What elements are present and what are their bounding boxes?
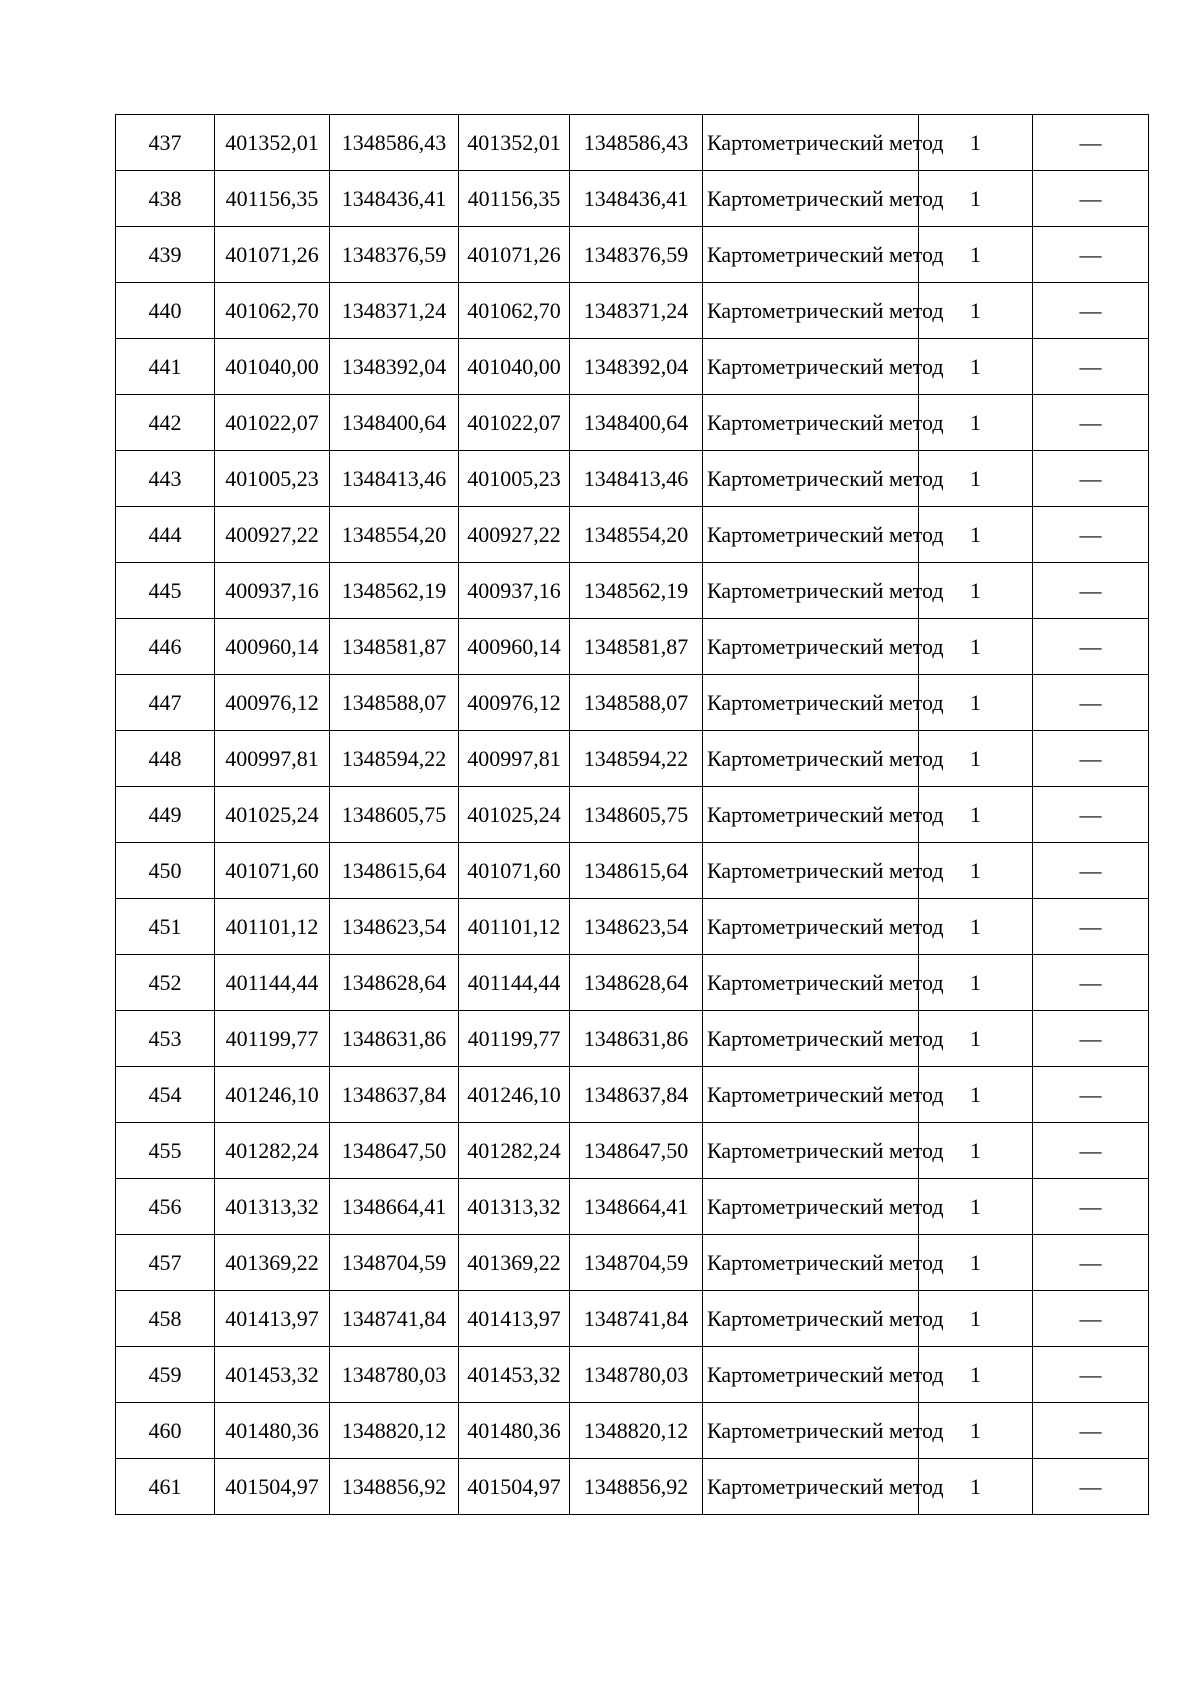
table-row	[116, 1067, 1149, 1123]
new-y-cell: 1348400,64	[570, 395, 703, 451]
point-number-cell: 443	[116, 451, 215, 507]
existing-x-cell: 401071,26	[215, 227, 330, 283]
existing-y-cell: 1348647,50	[330, 1123, 459, 1179]
description-cell: —	[1033, 1011, 1149, 1067]
description-cell: —	[1033, 675, 1149, 731]
method-cell: Картометрический метод	[703, 1067, 919, 1123]
existing-x-cell: 401199,77	[215, 1011, 330, 1067]
existing-x-cell: 401352,01	[215, 115, 330, 171]
point-number-cell: 449	[116, 787, 215, 843]
existing-x-cell: 400997,81	[215, 731, 330, 787]
description-cell: —	[1033, 283, 1149, 339]
existing-x-cell: 401101,12	[215, 899, 330, 955]
existing-x-cell: 401369,22	[215, 1235, 330, 1291]
description-cell: —	[1033, 1123, 1149, 1179]
table-row	[116, 227, 1149, 283]
accuracy-cell: 1	[919, 1179, 1033, 1235]
table-row	[116, 171, 1149, 227]
existing-x-cell: 401144,44	[215, 955, 330, 1011]
method-cell: Картометрический метод	[703, 731, 919, 787]
method-cell: Картометрический метод	[703, 619, 919, 675]
existing-y-cell: 1348704,59	[330, 1235, 459, 1291]
existing-x-cell: 400937,16	[215, 563, 330, 619]
new-x-cell: 401071,26	[459, 227, 570, 283]
method-cell: Картометрический метод	[703, 451, 919, 507]
description-cell: —	[1033, 787, 1149, 843]
point-number-cell: 458	[116, 1291, 215, 1347]
method-cell: Картометрический метод	[703, 1459, 919, 1515]
point-number-cell: 456	[116, 1179, 215, 1235]
accuracy-cell: 1	[919, 1235, 1033, 1291]
point-number-cell: 459	[116, 1347, 215, 1403]
method-cell: Картометрический метод	[703, 1123, 919, 1179]
new-y-cell: 1348623,54	[570, 899, 703, 955]
new-x-cell: 401005,23	[459, 451, 570, 507]
table-row	[116, 1403, 1149, 1459]
existing-y-cell: 1348392,04	[330, 339, 459, 395]
existing-y-cell: 1348371,24	[330, 283, 459, 339]
description-cell: —	[1033, 843, 1149, 899]
description-cell: —	[1033, 1235, 1149, 1291]
method-cell: Картометрический метод	[703, 1235, 919, 1291]
point-number-cell: 452	[116, 955, 215, 1011]
point-number-cell: 445	[116, 563, 215, 619]
table-row	[116, 955, 1149, 1011]
point-number-cell: 446	[116, 619, 215, 675]
accuracy-cell: 1	[919, 1403, 1033, 1459]
existing-x-cell: 401504,97	[215, 1459, 330, 1515]
new-x-cell: 401413,97	[459, 1291, 570, 1347]
table-row	[116, 563, 1149, 619]
point-number-cell: 457	[116, 1235, 215, 1291]
new-y-cell: 1348413,46	[570, 451, 703, 507]
new-x-cell: 401282,24	[459, 1123, 570, 1179]
table-row	[116, 1179, 1149, 1235]
new-y-cell: 1348820,12	[570, 1403, 703, 1459]
table-row	[116, 1291, 1149, 1347]
new-y-cell: 1348581,87	[570, 619, 703, 675]
accuracy-cell: 1	[919, 171, 1033, 227]
existing-x-cell: 401282,24	[215, 1123, 330, 1179]
table-row	[116, 619, 1149, 675]
existing-x-cell: 401480,36	[215, 1403, 330, 1459]
existing-x-cell: 401025,24	[215, 787, 330, 843]
existing-x-cell: 401313,32	[215, 1179, 330, 1235]
existing-x-cell: 401453,32	[215, 1347, 330, 1403]
description-cell: —	[1033, 395, 1149, 451]
description-cell: —	[1033, 899, 1149, 955]
table-row	[116, 339, 1149, 395]
accuracy-cell: 1	[919, 115, 1033, 171]
new-x-cell: 401062,70	[459, 283, 570, 339]
existing-y-cell: 1348631,86	[330, 1011, 459, 1067]
description-cell: —	[1033, 1179, 1149, 1235]
point-number-cell: 447	[116, 675, 215, 731]
method-cell: Картометрический метод	[703, 899, 919, 955]
existing-x-cell: 401005,23	[215, 451, 330, 507]
description-cell: —	[1033, 507, 1149, 563]
new-x-cell: 401022,07	[459, 395, 570, 451]
existing-y-cell: 1348741,84	[330, 1291, 459, 1347]
existing-x-cell: 401246,10	[215, 1067, 330, 1123]
existing-y-cell: 1348436,41	[330, 171, 459, 227]
existing-y-cell: 1348664,41	[330, 1179, 459, 1235]
description-cell: —	[1033, 1459, 1149, 1515]
accuracy-cell: 1	[919, 1123, 1033, 1179]
accuracy-cell: 1	[919, 899, 1033, 955]
table-row	[116, 115, 1149, 171]
new-x-cell: 401071,60	[459, 843, 570, 899]
accuracy-cell: 1	[919, 283, 1033, 339]
accuracy-cell: 1	[919, 1067, 1033, 1123]
new-y-cell: 1348615,64	[570, 843, 703, 899]
accuracy-cell: 1	[919, 955, 1033, 1011]
description-cell: —	[1033, 619, 1149, 675]
point-number-cell: 461	[116, 1459, 215, 1515]
description-cell: —	[1033, 1403, 1149, 1459]
method-cell: Картометрический метод	[703, 1347, 919, 1403]
accuracy-cell: 1	[919, 451, 1033, 507]
new-x-cell: 401199,77	[459, 1011, 570, 1067]
new-x-cell: 401352,01	[459, 115, 570, 171]
method-cell: Картометрический метод	[703, 171, 919, 227]
accuracy-cell: 1	[919, 1011, 1033, 1067]
method-cell: Картометрический метод	[703, 1291, 919, 1347]
existing-y-cell: 1348615,64	[330, 843, 459, 899]
new-y-cell: 1348637,84	[570, 1067, 703, 1123]
new-x-cell: 401313,32	[459, 1179, 570, 1235]
new-x-cell: 401246,10	[459, 1067, 570, 1123]
description-cell: —	[1033, 1291, 1149, 1347]
accuracy-cell: 1	[919, 843, 1033, 899]
point-number-cell: 455	[116, 1123, 215, 1179]
description-cell: —	[1033, 563, 1149, 619]
existing-x-cell: 401040,00	[215, 339, 330, 395]
accuracy-cell: 1	[919, 227, 1033, 283]
new-y-cell: 1348392,04	[570, 339, 703, 395]
method-cell: Картометрический метод	[703, 283, 919, 339]
method-cell: Картометрический метод	[703, 843, 919, 899]
new-y-cell: 1348664,41	[570, 1179, 703, 1235]
existing-y-cell: 1348586,43	[330, 115, 459, 171]
new-x-cell: 400976,12	[459, 675, 570, 731]
table-row	[116, 1235, 1149, 1291]
method-cell: Картометрический метод	[703, 563, 919, 619]
new-x-cell: 401040,00	[459, 339, 570, 395]
description-cell: —	[1033, 1347, 1149, 1403]
point-number-cell: 460	[116, 1403, 215, 1459]
new-x-cell: 401101,12	[459, 899, 570, 955]
description-cell: —	[1033, 1067, 1149, 1123]
existing-y-cell: 1348554,20	[330, 507, 459, 563]
existing-y-cell: 1348820,12	[330, 1403, 459, 1459]
point-number-cell: 441	[116, 339, 215, 395]
existing-y-cell: 1348588,07	[330, 675, 459, 731]
method-cell: Картометрический метод	[703, 227, 919, 283]
point-number-cell: 453	[116, 1011, 215, 1067]
existing-y-cell: 1348413,46	[330, 451, 459, 507]
new-y-cell: 1348631,86	[570, 1011, 703, 1067]
table-row	[116, 1011, 1149, 1067]
existing-x-cell: 401413,97	[215, 1291, 330, 1347]
existing-x-cell: 400976,12	[215, 675, 330, 731]
description-cell: —	[1033, 451, 1149, 507]
accuracy-cell: 1	[919, 339, 1033, 395]
new-y-cell: 1348628,64	[570, 955, 703, 1011]
existing-y-cell: 1348780,03	[330, 1347, 459, 1403]
accuracy-cell: 1	[919, 1291, 1033, 1347]
table-row	[116, 507, 1149, 563]
existing-x-cell: 401062,70	[215, 283, 330, 339]
existing-y-cell: 1348581,87	[330, 619, 459, 675]
point-number-cell: 454	[116, 1067, 215, 1123]
existing-y-cell: 1348623,54	[330, 899, 459, 955]
existing-y-cell: 1348628,64	[330, 955, 459, 1011]
accuracy-cell: 1	[919, 619, 1033, 675]
new-x-cell: 400997,81	[459, 731, 570, 787]
accuracy-cell: 1	[919, 787, 1033, 843]
table-row	[116, 843, 1149, 899]
new-x-cell: 400927,22	[459, 507, 570, 563]
table-row	[116, 395, 1149, 451]
method-cell: Картометрический метод	[703, 1011, 919, 1067]
method-cell: Картометрический метод	[703, 115, 919, 171]
method-cell: Картометрический метод	[703, 395, 919, 451]
new-y-cell: 1348376,59	[570, 227, 703, 283]
table-row	[116, 731, 1149, 787]
new-y-cell: 1348647,50	[570, 1123, 703, 1179]
new-y-cell: 1348436,41	[570, 171, 703, 227]
method-cell: Картометрический метод	[703, 955, 919, 1011]
table-row	[116, 451, 1149, 507]
description-cell: —	[1033, 731, 1149, 787]
new-x-cell: 401369,22	[459, 1235, 570, 1291]
description-cell: —	[1033, 955, 1149, 1011]
new-x-cell: 401156,35	[459, 171, 570, 227]
table-row	[116, 1347, 1149, 1403]
existing-x-cell: 400927,22	[215, 507, 330, 563]
new-x-cell: 400960,14	[459, 619, 570, 675]
accuracy-cell: 1	[919, 1459, 1033, 1515]
method-cell: Картометрический метод	[703, 1179, 919, 1235]
table-row	[116, 675, 1149, 731]
method-cell: Картометрический метод	[703, 675, 919, 731]
accuracy-cell: 1	[919, 731, 1033, 787]
existing-y-cell: 1348376,59	[330, 227, 459, 283]
point-number-cell: 440	[116, 283, 215, 339]
existing-y-cell: 1348562,19	[330, 563, 459, 619]
existing-y-cell: 1348856,92	[330, 1459, 459, 1515]
new-x-cell: 401480,36	[459, 1403, 570, 1459]
existing-y-cell: 1348605,75	[330, 787, 459, 843]
table-row	[116, 283, 1149, 339]
existing-x-cell: 400960,14	[215, 619, 330, 675]
method-cell: Картометрический метод	[703, 339, 919, 395]
new-x-cell: 401453,32	[459, 1347, 570, 1403]
new-y-cell: 1348588,07	[570, 675, 703, 731]
new-x-cell: 400937,16	[459, 563, 570, 619]
new-x-cell: 401144,44	[459, 955, 570, 1011]
existing-x-cell: 401156,35	[215, 171, 330, 227]
new-y-cell: 1348594,22	[570, 731, 703, 787]
existing-x-cell: 401022,07	[215, 395, 330, 451]
new-y-cell: 1348586,43	[570, 115, 703, 171]
method-cell: Картометрический метод	[703, 507, 919, 563]
new-y-cell: 1348554,20	[570, 507, 703, 563]
table-row	[116, 899, 1149, 955]
description-cell: —	[1033, 115, 1149, 171]
accuracy-cell: 1	[919, 563, 1033, 619]
new-y-cell: 1348371,24	[570, 283, 703, 339]
point-number-cell: 448	[116, 731, 215, 787]
new-y-cell: 1348741,84	[570, 1291, 703, 1347]
existing-y-cell: 1348400,64	[330, 395, 459, 451]
existing-y-cell: 1348594,22	[330, 731, 459, 787]
new-y-cell: 1348856,92	[570, 1459, 703, 1515]
accuracy-cell: 1	[919, 395, 1033, 451]
accuracy-cell: 1	[919, 675, 1033, 731]
point-number-cell: 438	[116, 171, 215, 227]
coordinates-table-body	[116, 115, 1149, 1515]
existing-x-cell: 401071,60	[215, 843, 330, 899]
new-x-cell: 401504,97	[459, 1459, 570, 1515]
accuracy-cell: 1	[919, 1347, 1033, 1403]
table-row	[116, 1459, 1149, 1515]
point-number-cell: 437	[116, 115, 215, 171]
new-y-cell: 1348605,75	[570, 787, 703, 843]
new-y-cell: 1348562,19	[570, 563, 703, 619]
accuracy-cell: 1	[919, 507, 1033, 563]
coordinates-table	[115, 114, 1149, 1515]
existing-y-cell: 1348637,84	[330, 1067, 459, 1123]
point-number-cell: 442	[116, 395, 215, 451]
point-number-cell: 451	[116, 899, 215, 955]
new-y-cell: 1348780,03	[570, 1347, 703, 1403]
method-cell: Картометрический метод	[703, 1403, 919, 1459]
new-y-cell: 1348704,59	[570, 1235, 703, 1291]
table-row	[116, 1123, 1149, 1179]
point-number-cell: 444	[116, 507, 215, 563]
description-cell: —	[1033, 171, 1149, 227]
new-x-cell: 401025,24	[459, 787, 570, 843]
description-cell: —	[1033, 339, 1149, 395]
point-number-cell: 450	[116, 843, 215, 899]
description-cell: —	[1033, 227, 1149, 283]
method-cell: Картометрический метод	[703, 787, 919, 843]
table-row	[116, 787, 1149, 843]
point-number-cell: 439	[116, 227, 215, 283]
